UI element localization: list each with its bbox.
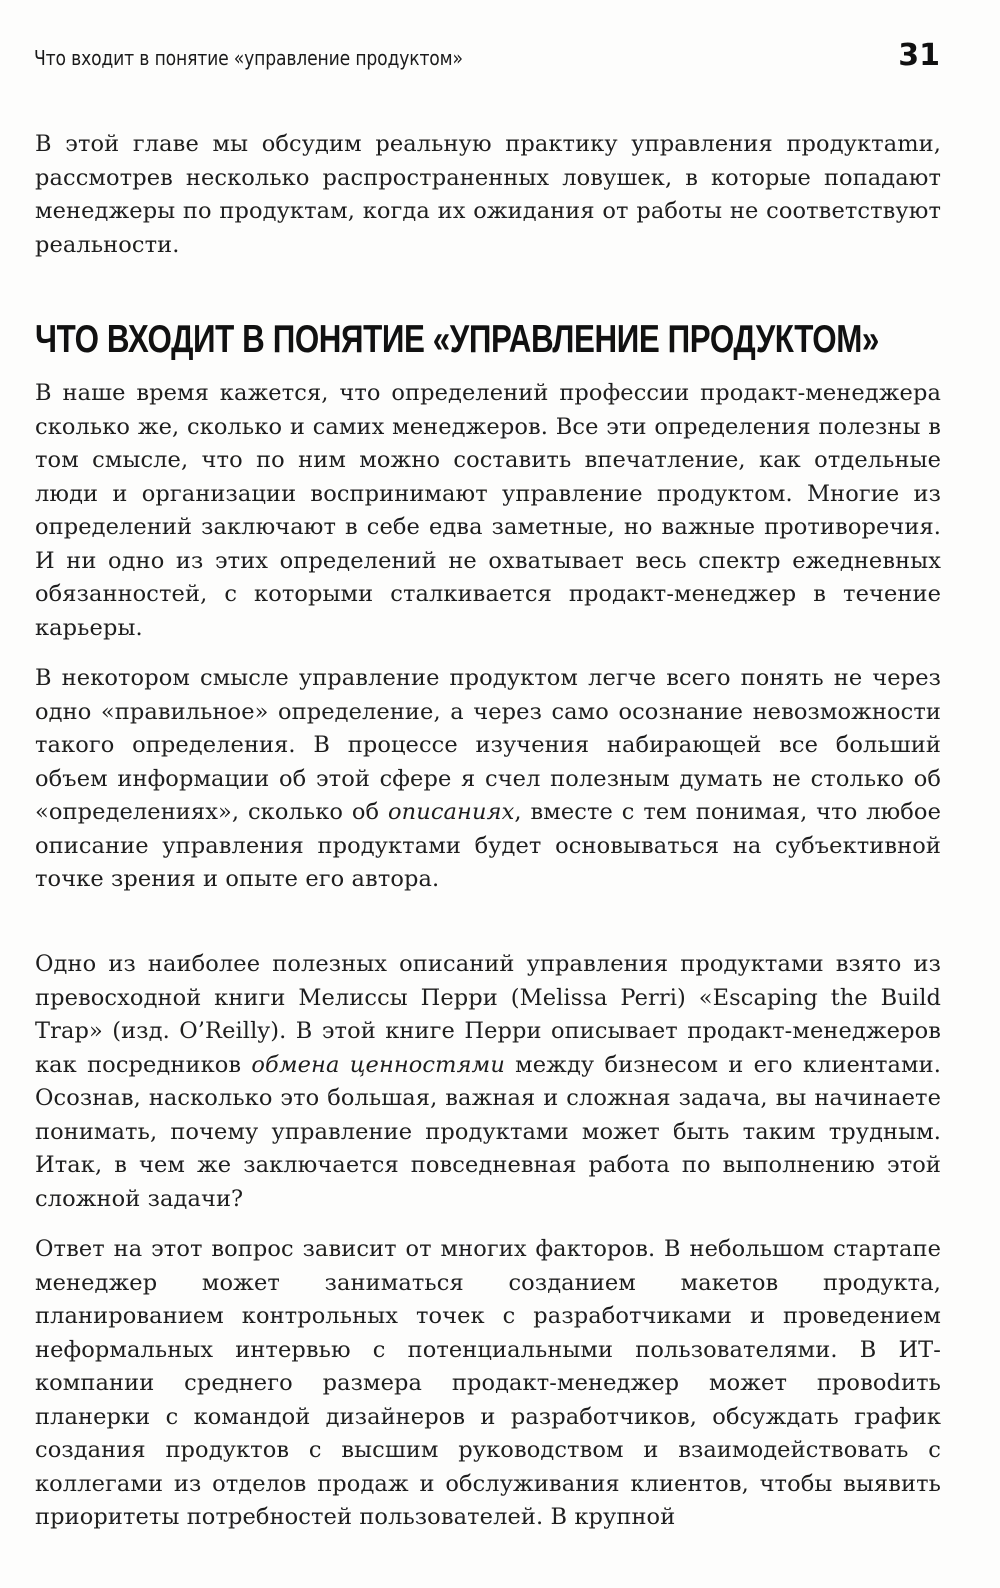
paragraph-definitions: В наше время кажется, что определений профессии продакт-менеджера сколько же, сколько и самих менеджеров. Все эти определения полезны в том смысле, что по ним можно составить впечатление, как отдельные люди и организации воспринимают управление продуктом. Многие из определений заключают в себе едва заметные, но важные противоречия. И ни одно из этих определений не охватывает весь спектр ежедневных обязанностей, с которыми сталкивается продакт-менеджер в течение карьеры. bbox=[35, 380, 941, 641]
emphasis-text: обмена ценностями bbox=[251, 1051, 505, 1078]
paragraph-descriptions bbox=[35, 662, 941, 897]
running-header bbox=[34, 38, 944, 78]
intro-paragraph: В этой главе мы обсудим реальную практику управления продуктаmи, рассмотрев несколько распространенных ловушек, в которые попадают менеджеры по продуктам, когда их ожидания от работы не соответствуют реальности. bbox=[35, 131, 941, 258]
paragraph-text: , вместе с тем понимая, что любое описание управления продуктами будет основываться на субъективной точке зрения и опыте его автора. bbox=[35, 799, 941, 892]
section-heading: ЧТО ВХОДИТ В ПОНЯТИЕ «УПРАВЛЕНИЕ ПРОДУКТОМ» bbox=[35, 318, 879, 361]
paragraph-text: Одно из наиболее полезных описаний управления продуктами взято из превосходной книги Мелиссы Перри (Melissa Perri) «Escaping the Build Trap» (изд. O’Reilly). В этой книге Перри описывает продакт-менеджеров как посредников bbox=[35, 951, 941, 1078]
paragraph-text: В некотором смысле управление продуктом легче всего понять не через одно «правильное» определение, а через само осознание невозможности такого определения. В процессе изучения набирающей все больший объем информации об этой сфере я счел полезным думать не столько об «определениях», сколько об bbox=[35, 665, 941, 825]
paragraph-answer: Ответ на этот вопрос зависит от многих факторов. В небольшом стартапе менеджер может заниматься созданием макетов продукта, планированием контрольных точек с разработчиками и проведением неформальных интервью с потенциальными пользователями. В ИТ-компании среднего размера продакт-менеджер может провоdить планерки с командой дизайнеров и разработчиков, обсуждать график создания продуктов с высшим руководством и взаимодействовать с коллегами из отделов продаж и обслуживания клиентов, чтобы выявить приоритеты потребностей пользователей. В крупной bbox=[35, 1236, 941, 1530]
emphasis-text: описаниях bbox=[388, 799, 515, 825]
running-title: Что входит в понятие «управление продуктом» bbox=[34, 46, 463, 70]
page-number: 31 bbox=[898, 38, 940, 73]
paragraph-perri bbox=[35, 948, 941, 1216]
paragraph-text: между бизнесом и его клиентами. Осознав, насколько это большая, важная и сложная задача, вы начинаете понимать, почему управление продуктами может быть таким трудным. Итак, в чем же заключается повседневная работа по выполнению этой сложной задачи? bbox=[35, 1051, 941, 1212]
